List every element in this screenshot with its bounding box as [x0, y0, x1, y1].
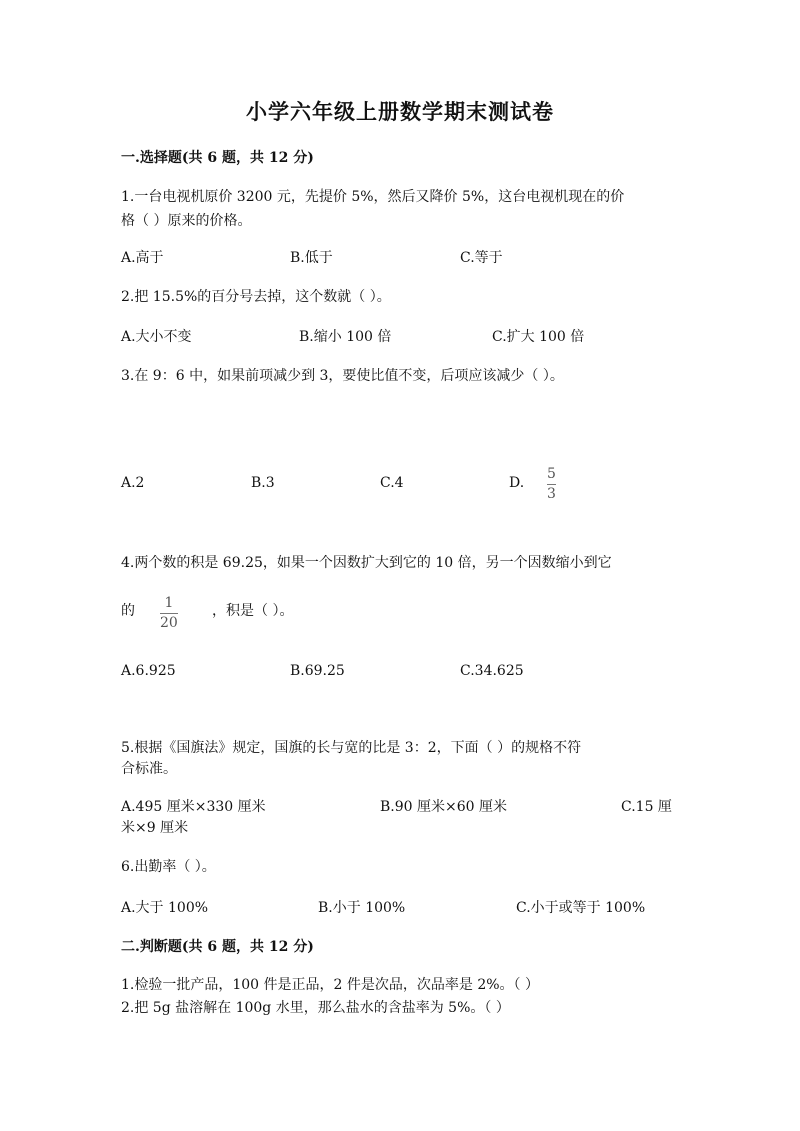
q2-option-a: A.大小不变: [121, 329, 192, 345]
q3-option-d-fraction: [547, 466, 556, 503]
q3-option-c: C.4: [380, 475, 404, 491]
fraction-denominator: 20: [160, 615, 178, 631]
q1-option-c: C.等于: [460, 250, 503, 266]
q6-text: 6.出勤率（ ）。: [121, 859, 216, 875]
q5-option-c-continued: 米×9 厘米: [121, 820, 189, 836]
q1-option-a: A.高于: [121, 250, 164, 266]
q5-option-a: A.495 厘米×330 厘米: [121, 799, 266, 815]
fraction-bar: [160, 613, 178, 614]
fraction-numerator: 1: [164, 595, 174, 611]
q4-option-c: C.34.625: [460, 663, 524, 679]
q4-text-line1: 4.两个数的积是 69.25，如果一个因数扩大到它的 10 倍，另一个因数缩小到它: [121, 555, 612, 571]
q2-text: 2.把 15.5%的百分号去掉，这个数就（ ）。: [121, 289, 391, 305]
page-title: 小学六年级上册数学期末测试卷: [246, 99, 554, 124]
q6-option-a: A.大于 100%: [121, 900, 209, 916]
q5-text-line2: 合标准。: [121, 761, 177, 777]
q1-text-line1: 1.一台电视机原价 3200 元，先提价 5%，然后又降价 5%，这台电视机现在的价: [121, 189, 625, 205]
q1-option-b: B.低于: [290, 250, 333, 266]
q2-option-b: B.缩小 100 倍: [299, 329, 392, 345]
q3-option-a: A.2: [121, 475, 145, 491]
q3-option-b: B.3: [251, 475, 275, 491]
judge-q2-text: 2.把 5g 盐溶解在 100g 水里，那么盐水的含盐率为 5%。（ ）: [121, 1000, 510, 1016]
fraction-numerator: 5: [547, 466, 556, 482]
q3-text: 3.在 9：6 中，如果前项减少到 3，要使比值不变，后项应该减少（ ）。: [121, 368, 564, 384]
q6-option-b: B.小于 100%: [318, 900, 406, 916]
q4-prefix: 的: [121, 603, 135, 619]
section-1-heading: 一.选择题(共 6 题，共 12 分): [121, 150, 314, 166]
q4-option-a: A.6.925: [121, 663, 176, 679]
q6-option-c: C.小于或等于 100%: [516, 900, 646, 916]
judge-q1-text: 1.检验一批产品，100 件是正品，2 件是次品，次品率是 2%。（ ）: [121, 977, 539, 993]
q4-suffix: ，积是（ ）。: [212, 603, 294, 619]
q4-fraction: [160, 595, 178, 632]
section-2-heading: 二.判断题(共 6 题，共 12 分): [121, 939, 314, 955]
q3-option-d: D.: [509, 475, 525, 491]
q5-text-line1: 5.根据《国旗法》规定，国旗的长与宽的比是 3：2，下面（ ）的规格不符: [121, 740, 582, 756]
fraction-denominator: 3: [547, 486, 556, 502]
q4-option-b: B.69.25: [290, 663, 345, 679]
q5-option-b: B.90 厘米×60 厘米: [380, 799, 507, 815]
q2-option-c: C.扩大 100 倍: [492, 329, 585, 345]
q1-text-line2: 格（ ）原来的价格。: [121, 213, 252, 229]
q5-option-c: C.15 厘: [621, 799, 672, 815]
fraction-bar: [547, 484, 556, 485]
